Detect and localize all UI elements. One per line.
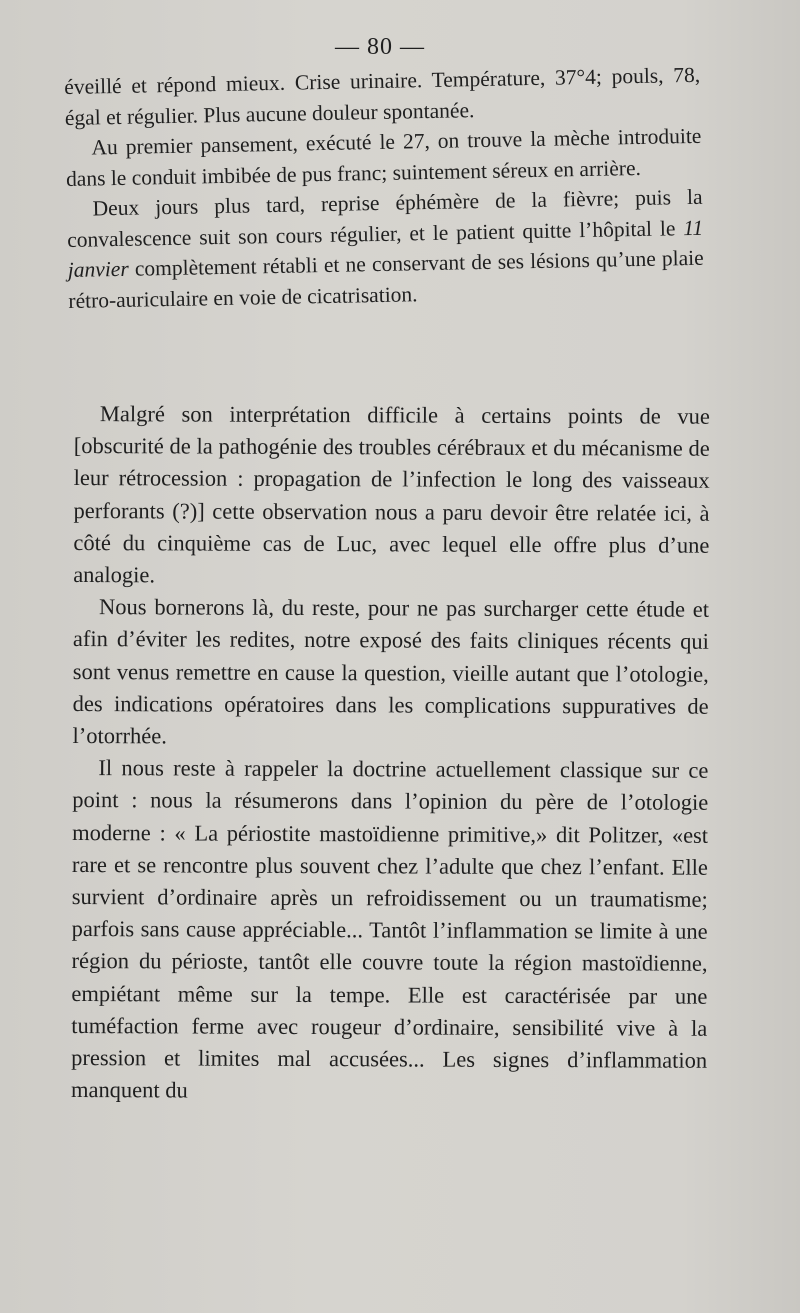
page-number: — 80 — <box>335 34 425 60</box>
italic-date: 11 janvier <box>67 215 704 282</box>
discussion-text <box>71 398 710 1109</box>
paragraph: Nous bornerons là, du reste, pour ne pas surcharger cette étude et afin d’éviter les redites, notre exposé des faits cliniques récents qui sont venus remettre en cause la question, vieille autant que l’otologie, des indications opératoires dans les complications suppuratives de l’otorrhée. <box>72 594 710 749</box>
paragraph: Au premier pansement, exécuté le 27, on trouve la mèche introduite dans le conduit imbibée de pus franc; suintement séreux en arrière. <box>65 123 702 191</box>
case-report-text <box>64 60 705 316</box>
paragraph <box>66 182 704 316</box>
paragraph: éveillé et répond mieux. Crise urinaire. Température, 37°4; pouls, 78, égal et régulier. Plus aucune douleur spontanée. <box>64 62 701 130</box>
text-run: Deux jours plus tard, reprise éphémère de la fièvre; puis la convalescence suit son cours régulier, et le patient quitte l’hôpital le <box>66 184 703 252</box>
text-run: complètement rétabli et ne conservant de ses lésions qu’une plaie rétro-auriculaire en voie de cicatrisation. <box>68 245 704 313</box>
paragraph: Malgré son interprétation difficile à certains points de vue [obscurité de la pathogénie des troubles cérébraux et du mécanisme de leur rétrocession : propagation de l’infection le long des vaisseaux perforants (?)] cette observation nous a paru devoir être relatée ici, à côté du cinquième cas de Luc, avec lequel elle offre plus d’une analogie. <box>73 401 710 588</box>
paragraph: Il nous reste à rappeler la doctrine actuellement classique sur ce point : nous la résumerons dans l’opinion du père de l’otologie moderne : « La périostite mastoïdienne primitive,» dit Politzer, «est rare et se rencontre plus souvent chez l’adulte que chez l’enfant. Elle survient d’ordinaire après un refroidissement ou un traumatisme; parfois sans cause appréciable... Tantôt l’inflammation se limite à une région du périoste, tantôt elle couvre toute la région mastoïdienne, empiétant même sur la tempe. Elle est caractérisée par une tuméfaction ferme avec rougeur d’ordinaire, sensibilité vive à la pression et limites mal accusées... Les signes d’inflammation manquent du <box>70 755 709 1103</box>
